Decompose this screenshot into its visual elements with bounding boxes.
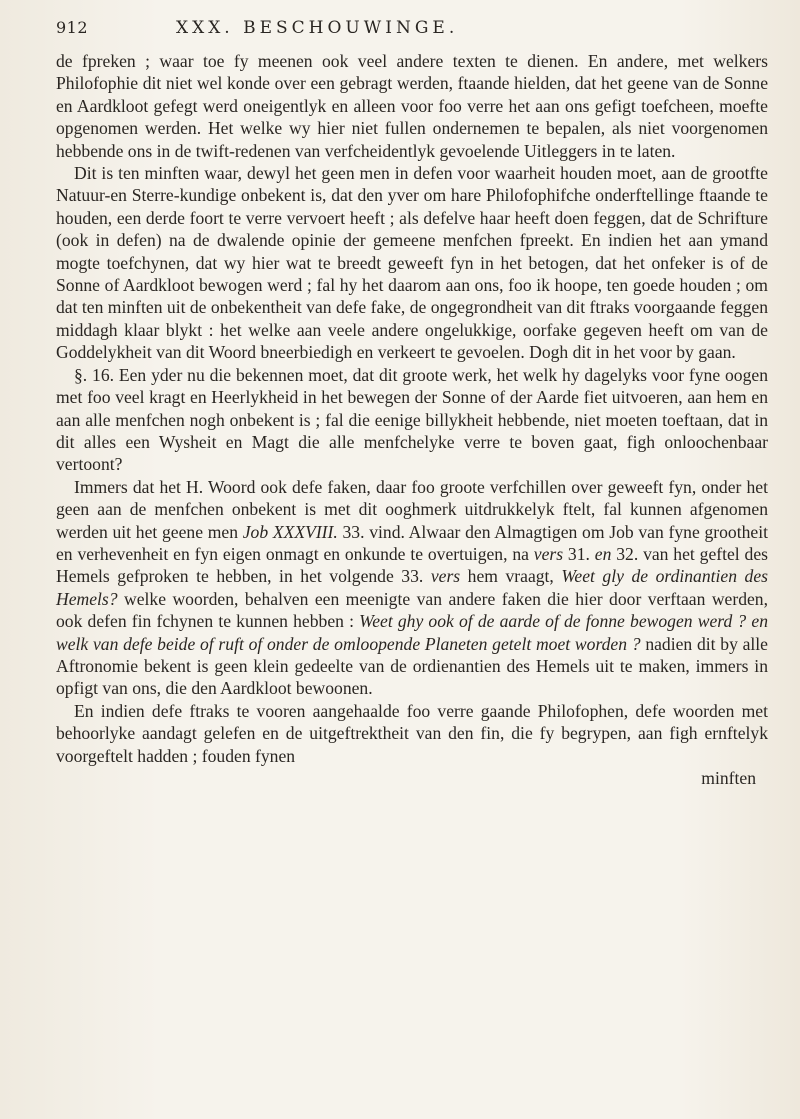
paragraph [56, 700, 768, 767]
paragraph [56, 476, 768, 700]
body-text [56, 50, 768, 767]
text-run: hem vraagt, [460, 566, 562, 587]
italic-text: Job XXXVIII. [242, 521, 338, 542]
text-run: welke woorden, behalven een meenigte van andere faken die hier door verftaan werden, ook defen fin fchynen te kunnen hebben : [56, 588, 768, 632]
italic-text: en [594, 543, 612, 564]
italic-text: vers [430, 566, 461, 587]
italic-text: Weet gly de ordinantien des Hemels? [56, 566, 768, 609]
paragraph [56, 364, 768, 476]
italic-text: Weet ghy ook of de aarde of de fonne bewogen werd ? en welk van defe beide of ruft of onder de omloopende Planeten getelt moet worden ? [56, 611, 768, 654]
page-header [56, 18, 770, 42]
paragraph [56, 50, 768, 162]
text-run: 31. [563, 543, 595, 564]
text-run: 33. vind. Alwaar den Almagtigen om Job van fyne grootheit en verhevenheit en fyn eigen onmagt en onkunde te overtuigen, na [56, 521, 768, 564]
page-number: 912 [56, 18, 89, 37]
text-run: Immers dat het H. Woord ook defe faken, daar foo groote verfchillen over geweeft fyn, onder het geen aan de menfchen onbekent is met dit ooghmerk uitdrukkelyk ftelt, fal kunnen afgenomen werden uit het geene men [56, 476, 768, 542]
text-run: nadien dit by alle Aftronomie bekent is geen klein gedeelte van de ordienantien des Hemels uit te maken, immers in opfigt van ons, die den Aardkloot bewoonen. [56, 633, 768, 699]
running-head: XXX. BESCHOUWINGE. [176, 18, 459, 38]
text-run: En indien defe ftraks te vooren aangehaalde foo verre gaande Philofophen, defe woorden met behoorlyke aandagt gelefen en de uitgeftrektheit van den fin, die fy begrypen, aan figh ernftelyk voorgeftelt hadden ; fouden fynen [56, 700, 768, 766]
text-run: §. 16. Een yder nu die bekennen moet, dat dit groote werk, het welk hy dagelyks voor fyne oogen met foo veel kragt en Heerlykheid in het bewegen der Sonne of der Aarde fiet uitvoeren, aan hem en aan alle menfchen nogh onbekent is ; fal die eenige billykheit hebbende, niet moeten toeftaan, dat in dit alles een Wysheit en Magt die alle menfchelyke verre te boven gaat, figh onloochenbaar vertoont? [56, 364, 768, 475]
text-run: Dit is ten minften waar, dewyl het geen men in defen voor waarheit houden moet, aan de grootfte Natuur-en Sterre-kundige onbekent is, dat den yver om hare Philofophifche onderftellinge ftaande te houden, een derde foort te verre vervoert heeft ; als defelve haar heeft doen feggen, dat de Schrifture (ook in defen) na de dwalende opinie der gemeene menfchen fpreekt. En indien het aan ymand mogte toefchynen, dat wy hier wat te breedt geweeft fyn in het betogen, dat het onfeker is of de Sonne of Aardkloot bewogen werd ; fal hy het daarom aan ons, foo ik hoope, ten goede houden ; om dat ten minften uit de onbekentheit van defe fake, de ongegrondheit van dit ftraks voorgaande feggen middagh klaar blykt : het welke aan veele andere ongelukkige, oorfake gegeven heeft om van de Goddelykheit van dit Woord bneerbiedigh en verkeert te gevoelen. Dogh dit in het voor by gaan. [56, 163, 768, 363]
italic-text: vers [533, 543, 564, 564]
text-run: 32. van het geftel des Hemels gefproken te hebben, in het volgende 33. [56, 543, 768, 587]
paragraph [56, 162, 768, 364]
text-run: de fpreken ; waar toe fy meenen ook veel andere texten te dienen. En andere, met welkers Philofophie dit niet wel konde over een gebragt werden, ftaande hielden, dat het geene van de Sonne en Aardkloot gefegt werd oneigentlyk en alleen voor foo verre het aan ons gefigt toefcheen, moefte opgenomen werden. Het welke wy hier niet fullen ondernemen te bepalen, als niet voorgenomen hebbende ons in de twift-redenen van verfcheidentlyk gevoelende Uitleggers in te laten. [56, 51, 768, 161]
catchword: minften [701, 768, 756, 788]
